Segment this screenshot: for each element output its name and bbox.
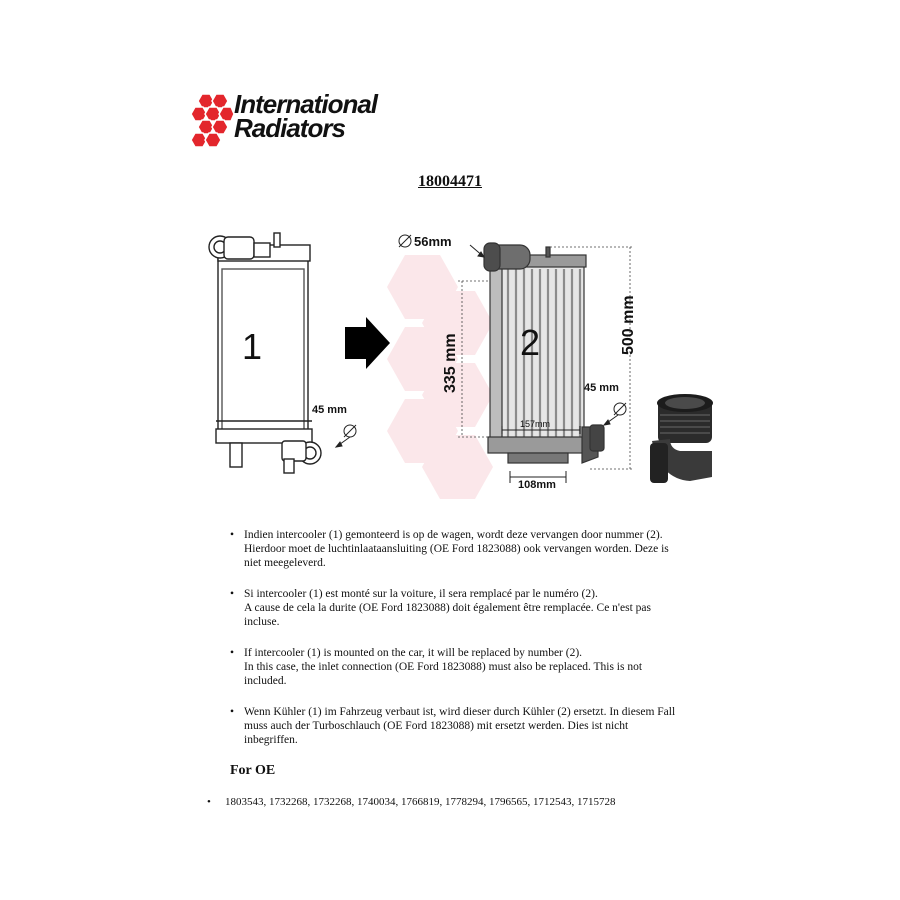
bullet-icon: • [230, 647, 235, 659]
diameter-icon [336, 425, 356, 447]
note-german [230, 705, 730, 747]
part-number: 18004471 [418, 173, 482, 190]
bullet-icon: • [230, 588, 235, 600]
diameter-icon [604, 403, 626, 425]
new-part-label: 2 [520, 322, 541, 363]
brand-name-line1: International [234, 89, 378, 119]
brand-name-line2: Radiators [234, 113, 345, 143]
intercooler-diagram [190, 215, 730, 515]
depth-dim-label: 108mm [518, 479, 556, 491]
watermark-hexagons [387, 255, 493, 499]
replacement-arrow-icon [345, 317, 390, 369]
hexagon-logo-icon [190, 90, 234, 150]
note-dutch [230, 528, 730, 570]
bullet-icon: • [230, 706, 235, 718]
bullet-icon: • [207, 796, 211, 808]
inlet-hose-connector [650, 394, 713, 483]
old-outlet-dim-label: 45 mm [312, 404, 347, 416]
note-line: If intercooler (1) is mounted on the car, it will be replaced by number (2). [244, 647, 583, 659]
core-width-dim-label: 157mm [520, 419, 551, 429]
brand-name [234, 89, 378, 143]
note-french [230, 587, 730, 629]
note-line: muss auch der Turboschlauch (OE Ford 1823088) mit ersetzt werden. Dies ist nicht [244, 720, 629, 732]
note-line: incluse. [244, 616, 280, 628]
inlet-dim-label: 56mm [414, 234, 452, 249]
outlet-dim-label: 45 mm [584, 382, 619, 394]
old-intercooler [209, 233, 321, 473]
note-english [230, 646, 730, 688]
old-part-label: 1 [242, 326, 263, 367]
note-line: In this case, the inlet connection (OE Ford 1823088) must also be replaced. This is not [244, 661, 643, 673]
note-line: Wenn Kühler (1) im Fahrzeug verbaut ist, wird dieser durch Kühler (2) ersetzt. In diesem Fall [244, 706, 676, 718]
note-line: inbegriffen. [244, 734, 298, 746]
height-dim-label: 500 mm [620, 295, 637, 355]
oe-number-list [207, 796, 616, 808]
note-line: included. [244, 675, 287, 687]
note-line: Hierdoor moet de luchtinlaataansluiting (OE Ford 1823088) ook vervangen worden. Deze is [244, 543, 669, 555]
bullet-icon: • [230, 529, 235, 541]
oe-numbers: 1803543, 1732268, 1732268, 1740034, 1766819, 1778294, 1796565, 1712543, 1715728 [225, 796, 616, 808]
replacement-notes [230, 528, 730, 764]
note-line: A cause de cela la durite (OE Ford 1823088) doit également être remplacée. Ce n'est pas [244, 602, 651, 614]
core-height-dim-label: 335 mm [442, 333, 459, 393]
oe-heading: For OE [230, 763, 276, 778]
brand-logo [190, 90, 430, 150]
note-line: Indien intercooler (1) gemonteerd is op de wagen, wordt deze vervangen door nummer (2). [244, 529, 663, 541]
note-line: niet meegeleverd. [244, 557, 326, 569]
note-line: Si intercooler (1) est monté sur la voiture, il sera remplacé par le numéro (2). [244, 588, 598, 600]
